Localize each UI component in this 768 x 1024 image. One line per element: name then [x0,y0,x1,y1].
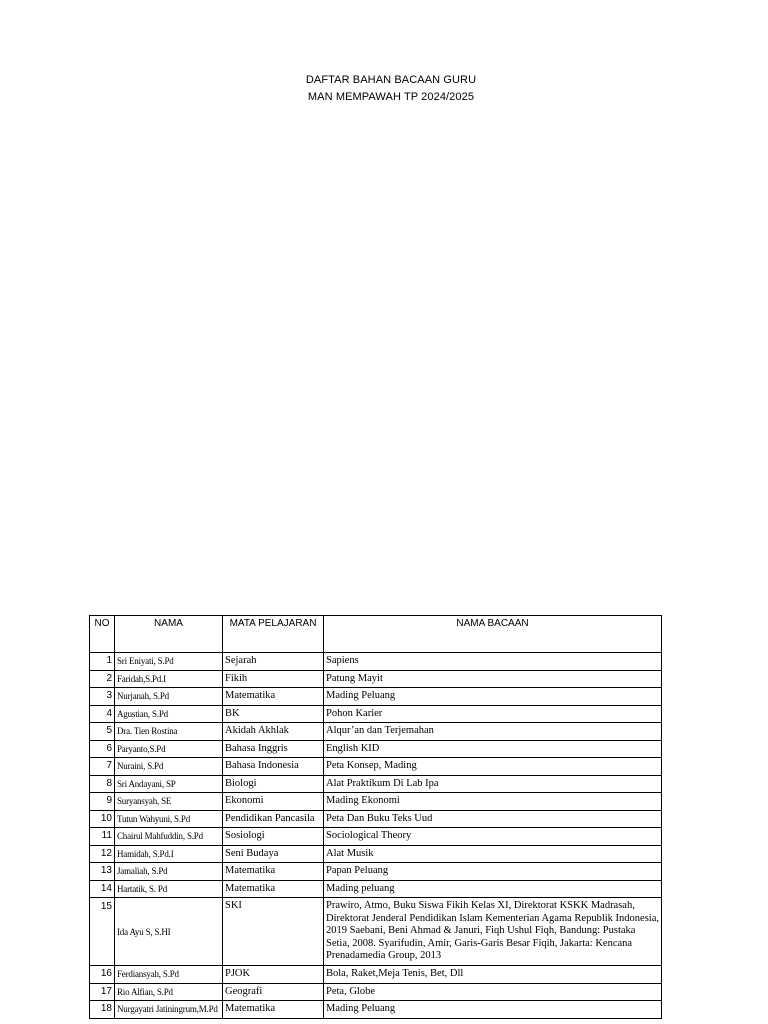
row-number: 10 [90,810,115,828]
row-number: 4 [90,705,115,723]
title-line-2: MAN MEMPAWAH TP 2024/2025 [307,91,475,103]
row-number: 12 [90,845,115,863]
teacher-name: Tutun Wahyuni, S.Pd [115,810,223,828]
subject: Fikih [223,670,324,688]
reading-material: Alqur’an dan Terjemahan [324,723,662,741]
table-row [90,880,662,898]
table-row [90,828,662,846]
row-number: 8 [90,775,115,793]
reading-material: Mading Ekonomi [324,793,662,811]
teacher-name: Ferdiansyah, S.Pd [115,966,223,984]
teacher-name: Ida Ayu S, S.HI [115,898,223,966]
table-body [90,653,662,1019]
row-number: 15 [90,898,115,966]
subject: Matematika [223,1001,324,1019]
table-row [90,705,662,723]
teacher-name: Nurjanah, S.Pd [115,688,223,706]
subject: PJOK [223,966,324,984]
subject: Matematika [223,880,324,898]
subject: Matematika [223,863,324,881]
row-number: 18 [90,1001,115,1019]
reading-material: Papan Peluang [324,863,662,881]
row-number: 5 [90,723,115,741]
row-number: 3 [90,688,115,706]
row-number: 7 [90,758,115,776]
reading-material: Pohon Karier [324,705,662,723]
subject: Akidah Akhlak [223,723,324,741]
table-row [90,845,662,863]
teacher-name: Rio Alfian, S.Pd [115,983,223,1001]
teacher-name: Chairul Mahfuddin, S.Pd [115,828,223,846]
row-number: 11 [90,828,115,846]
reading-material: English KID [324,740,662,758]
header-nama: NAMA [115,616,223,653]
reading-material: Bola, Raket,Meja Tenis, Bet, Dll [324,966,662,984]
header-mata-pelajaran: MATA PELAJARAN [223,616,324,653]
reading-material: Mading Peluang [324,688,662,706]
subject: Seni Budaya [223,845,324,863]
row-number: 2 [90,670,115,688]
table-row [90,983,662,1001]
subject: Pendidikan Pancasila [223,810,324,828]
document-title [0,72,768,106]
reading-material: Peta Konsep, Mading [324,758,662,776]
reading-material: Alat Praktikum Di Lab Ipa [324,775,662,793]
row-number: 1 [90,653,115,671]
table-row [90,723,662,741]
subject: Ekonomi [223,793,324,811]
teacher-name: Jamaliah, S.Pd [115,863,223,881]
table-row [90,670,662,688]
subject: BK [223,705,324,723]
teacher-name: Hartatik, S. Pd [115,880,223,898]
reading-material: Sociological Theory [324,828,662,846]
teacher-name: Paryanto,S.Pd [115,740,223,758]
reading-material: Prawiro, Atmo, Buku Siswa Fikih Kelas XI, Direktorat KSKK Madrasah, Direktorat Jenderal Pendidikan Islam Kementerian Agama Republik Indonesia, 2019 Saebani, Beni Ahmad & Januri, Fiqh Ushul Fiqh, Bandung: Pustaka Setia, 2008. Syarifudin, Amir, Garis-Garis Besar Fiqih, Jakarta: Kencana Prenadamedia Group, 2013 [324,898,662,966]
table-header-row [90,616,662,653]
table-row [90,653,662,671]
header-nama-bacaan: NAMA BACAAN [324,616,662,653]
row-number: 9 [90,793,115,811]
table-row [90,898,662,966]
header-no: NO [90,616,115,653]
subject: Bahasa Indonesia [223,758,324,776]
table-row [90,688,662,706]
reading-material: Patung Mayit [324,670,662,688]
subject: Bahasa Inggris [223,740,324,758]
table-row [90,793,662,811]
row-number: 16 [90,966,115,984]
table-row [90,810,662,828]
table-row [90,758,662,776]
teacher-name: Nurgayatri Jatiningrum,M.Pd [115,1001,223,1019]
row-number: 14 [90,880,115,898]
teacher-name: Sri Eniyati, S.Pd [115,653,223,671]
reading-material: Mading peluang [324,880,662,898]
reading-material: Alat Musik [324,845,662,863]
subject: Sosiologi [223,828,324,846]
teacher-name: Sri Andayani, SP [115,775,223,793]
reading-material: Peta, Globe [324,983,662,1001]
table-row [90,1001,662,1019]
subject: Biologi [223,775,324,793]
subject: Sejarah [223,653,324,671]
teacher-name: Suryansyah, SE [115,793,223,811]
table-row [90,966,662,984]
teacher-name: Faridah,S.Pd.I [115,670,223,688]
table-row [90,740,662,758]
table-row [90,863,662,881]
subject: Geografi [223,983,324,1001]
teacher-name: Nuraini, S.Pd [115,758,223,776]
reading-material: Peta Dan Buku Teks Uud [324,810,662,828]
table-row [90,775,662,793]
subject: SKI [223,898,324,966]
row-number: 17 [90,983,115,1001]
row-number: 13 [90,863,115,881]
reading-material: Mading Peluang [324,1001,662,1019]
teacher-name: Agustian, S.Pd [115,705,223,723]
subject: Matematika [223,688,324,706]
reading-material: Sapiens [324,653,662,671]
teacher-name: Hamidah, S.Pd.I [115,845,223,863]
reading-list-table [89,615,662,1019]
teacher-name: Dra. Tien Rostina [115,723,223,741]
title-line-1: DAFTAR BAHAN BACAAN GURU [305,74,477,86]
row-number: 6 [90,740,115,758]
